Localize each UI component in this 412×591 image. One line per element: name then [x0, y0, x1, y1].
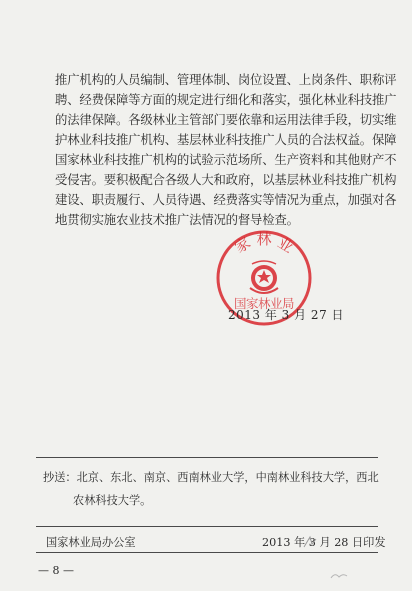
- divider-middle: [36, 526, 378, 527]
- divider-bottom: [36, 552, 378, 553]
- cc-line: 农林科技大学。: [73, 494, 152, 507]
- svg-text:国家林业局: 国家林业局: [233, 296, 295, 311]
- body-line: 聘、经费保障等方面的规定进行细化和落实，强化林业科技推广: [55, 92, 397, 107]
- svg-text:家 林 业: 家 林 业: [231, 230, 297, 257]
- scan-mark-icon: [302, 535, 318, 549]
- body-line: 的法律保障。各级林业主管部门要依靠和运用法律手段，切实维: [55, 112, 397, 127]
- emblem-icon: [250, 261, 278, 293]
- signature-date: 2013 年 3 月 27 日: [228, 308, 345, 322]
- page-number: — 8 —: [38, 564, 74, 577]
- body-line: 受侵害。要积极配合各级人大和政府，以基层林业科技推广机构: [55, 172, 397, 187]
- body-line: 地贯彻实施农业技术推广法情况的督导检查。: [55, 212, 299, 227]
- body-line: 护林业科技推广机构、基层林业科技推广人员的合法权益。保障: [55, 132, 397, 147]
- body-line: 国家林业科技推广机构的试验示范场所、生产资料和其他财产不: [55, 152, 397, 167]
- body-line: 建设、职责履行、人员待遇、经费落实等情况为重点，加强对各: [55, 192, 397, 207]
- divider-top: [36, 457, 378, 458]
- scan-mark-icon: [330, 571, 348, 581]
- body-line: 推广机构的人员编制、管理体制、岗位设置、上岗条件、职称评: [55, 72, 397, 87]
- issuing-office: 国家林业局办公室: [46, 536, 136, 549]
- print-date: 2013 年 3 月 28 日印发: [262, 536, 386, 549]
- cc-block: [43, 466, 379, 512]
- cc-line: 抄送：北京、东北、南京、西南林业大学，中南林业科技大学，西北: [43, 471, 379, 484]
- body-text: [55, 70, 397, 230]
